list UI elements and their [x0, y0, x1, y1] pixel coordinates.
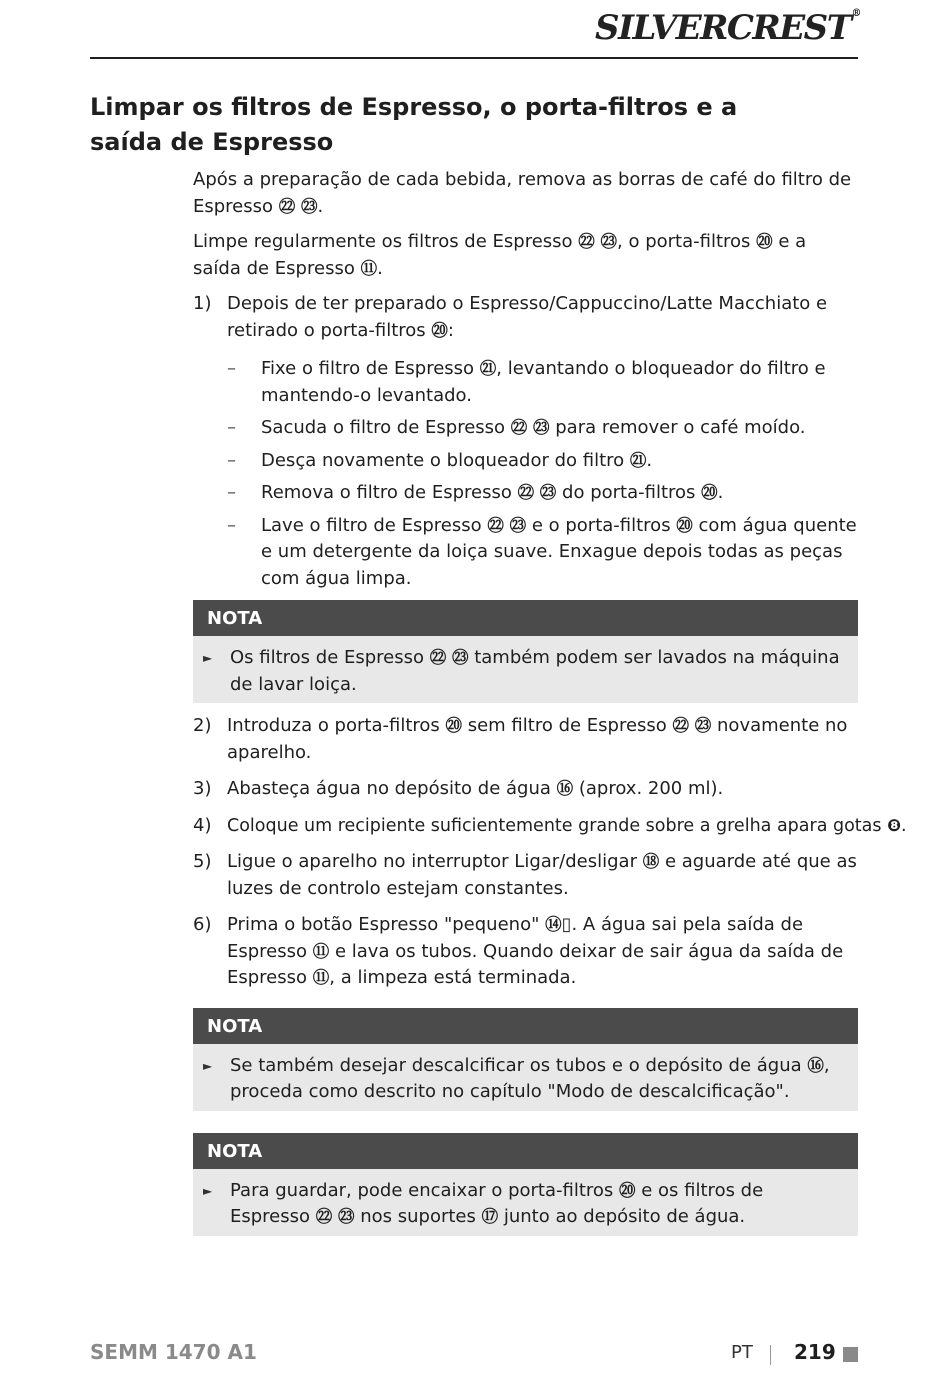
- part-number: ⑪: [312, 941, 330, 961]
- part-number: ⑪: [312, 968, 330, 987]
- step-number: 1): [193, 293, 212, 314]
- intro-text: .: [377, 257, 383, 279]
- substep-list: [227, 356, 858, 592]
- part-number: ㉒ ㉓: [517, 483, 557, 502]
- dash-bullet: –: [227, 514, 236, 536]
- part-number: ㉒ ㉓: [487, 515, 527, 535]
- list-item: – Sacuda o filtro de Espresso ㉒ ㉓ para remover o café moído.: [227, 415, 858, 442]
- note-box: [193, 1008, 858, 1111]
- part-number: ㉑: [479, 359, 497, 378]
- list-item: – Remova o filtro de Espresso ㉒ ㉓ do porta-filtros ⑳.: [227, 480, 858, 507]
- footer-divider: [770, 1345, 771, 1365]
- list-item: – Desça novamente o bloqueador do filtro ㉑.: [227, 448, 858, 475]
- step-text: Prima o botão Espresso "pequeno" ⑭▯. A água sai pela saída de Espresso ⑪ e lava os tubos. Quando deixar de sair água da saída de Espresso ⑪, a limpeza está terminada.: [227, 914, 844, 988]
- part-number: ㉒ ㉓: [429, 648, 469, 667]
- triangle-bullet-icon: ►: [203, 651, 213, 665]
- note-heading: NOTA: [193, 1133, 858, 1169]
- intro-text: Após a preparação de cada bebida, remova as borras de café do filtro de Espresso: [193, 169, 852, 217]
- part-number: ㉑: [629, 450, 647, 470]
- part-number: ⑳: [445, 716, 462, 735]
- brand-text: SILVERCREST: [595, 8, 851, 48]
- step-text: Abasteça água no depósito de água ⑯ (aprox. 200 ml).: [227, 778, 724, 799]
- step-text: Ligue o aparelho no interruptor Ligar/desligar ⑱ e aguarde até que as luzes de controlo estejam constantes.: [227, 851, 857, 899]
- part-number: ⑳: [701, 483, 718, 502]
- list-item: – Lave o filtro de Espresso ㉒ ㉓ e o porta-filtros ⑳ com água quente e um detergente da loiça suave. Enxague depois todas as peças com água limpa.: [227, 513, 858, 593]
- step-number: 4): [193, 814, 212, 836]
- brand-logo: [595, 8, 860, 48]
- step-number: 2): [193, 715, 212, 736]
- note-box: [193, 600, 858, 703]
- part-number: ⑱: [642, 852, 660, 871]
- note-text: Se também desejar descalcificar os tubos e o depósito de água ⑯, proceda como descrito no capítulo "Modo de descalcificação".: [230, 1054, 830, 1102]
- footer-language: PT: [731, 1342, 753, 1363]
- part-number: ⑭: [545, 915, 562, 934]
- part-number: ⑯: [556, 779, 574, 798]
- intro-text: e a saída de Espresso: [193, 231, 807, 279]
- intro-paragraph: [193, 229, 858, 282]
- registered-mark: ®: [851, 8, 860, 19]
- dash-bullet: –: [227, 482, 236, 503]
- note-body: [193, 1169, 858, 1236]
- intro-paragraph: [193, 167, 858, 220]
- square-marker-icon: [843, 1347, 858, 1362]
- section-title: Limpar os filtros de Espresso, o porta-filtros e a saída de Espresso: [90, 93, 738, 156]
- step-text: Introduza o porta-filtros ⑳ sem filtro de Espresso ㉒ ㉓ novamente no aparelho.: [227, 715, 848, 763]
- note-heading: NOTA: [193, 1008, 858, 1044]
- note-heading: NOTA: [193, 600, 858, 636]
- part-number: ⑪: [360, 258, 378, 278]
- step-3: [193, 776, 858, 803]
- triangle-bullet-icon: ►: [203, 1058, 213, 1073]
- intro-text: Limpe regularmente os filtros de Espresso: [193, 231, 579, 252]
- part-number: ⑳: [756, 232, 773, 251]
- step-6: [193, 912, 858, 992]
- step-5: [193, 849, 858, 902]
- note-text: Para guardar, pode encaixar o porta-filtros ⑳ e os filtros de Espresso ㉒ ㉓ nos suportes ⑰ junto ao depósito de água.: [230, 1179, 764, 1227]
- part-number: ⑯: [807, 1055, 824, 1075]
- step-text: Coloque um recipiente suficientemente grande sobre a grelha apara gotas ❽.: [227, 815, 907, 836]
- step-number: 6): [193, 914, 212, 935]
- step-number: 5): [193, 851, 212, 872]
- part-number: ⑳: [619, 1180, 636, 1200]
- triangle-bullet-icon: ►: [203, 1183, 213, 1198]
- note-body: [193, 636, 858, 703]
- part-number: ㉒ ㉓: [315, 1207, 355, 1226]
- part-number: ㉒ ㉓: [278, 196, 318, 216]
- intro-text: .: [317, 195, 324, 217]
- step-4: [193, 813, 907, 840]
- cup-small-icon: ▯: [561, 914, 572, 935]
- note-text: Os filtros de Espresso ㉒ ㉓ também podem ser lavados na máquina de lavar loiça.: [230, 647, 840, 695]
- intro-text: , o porta-filtros: [617, 231, 757, 252]
- step-2: [193, 713, 858, 766]
- part-number: ㉒ ㉓: [672, 716, 712, 735]
- part-number: ㉒ ㉓: [578, 232, 618, 251]
- footer-model: SEMM 1470 A1: [90, 1340, 257, 1364]
- note-box: [193, 1133, 858, 1236]
- header-rule: [90, 57, 858, 59]
- dash-bullet: –: [227, 358, 236, 379]
- list-item: – Fixe o filtro de Espresso ㉑, levantando o bloqueador do filtro e mantendo-o levantado.: [227, 356, 858, 409]
- part-number: ⑰: [481, 1207, 499, 1226]
- part-number: ❽: [887, 815, 902, 835]
- step-1: [193, 291, 858, 344]
- step-number: 3): [193, 778, 212, 799]
- main-content: [193, 167, 907, 1246]
- note-body: [193, 1044, 858, 1111]
- part-number: ⑳: [676, 515, 693, 535]
- part-number: ⑳: [431, 320, 448, 340]
- dash-bullet: –: [227, 449, 236, 471]
- part-number: ㉒ ㉓: [510, 418, 550, 437]
- step-text: Depois de ter preparado o Espresso/Cappuccino/Latte Macchiato e retirado o porta-filtros ⑳:: [227, 293, 828, 341]
- page-number: 219: [794, 1340, 836, 1364]
- dash-bullet: –: [227, 417, 236, 438]
